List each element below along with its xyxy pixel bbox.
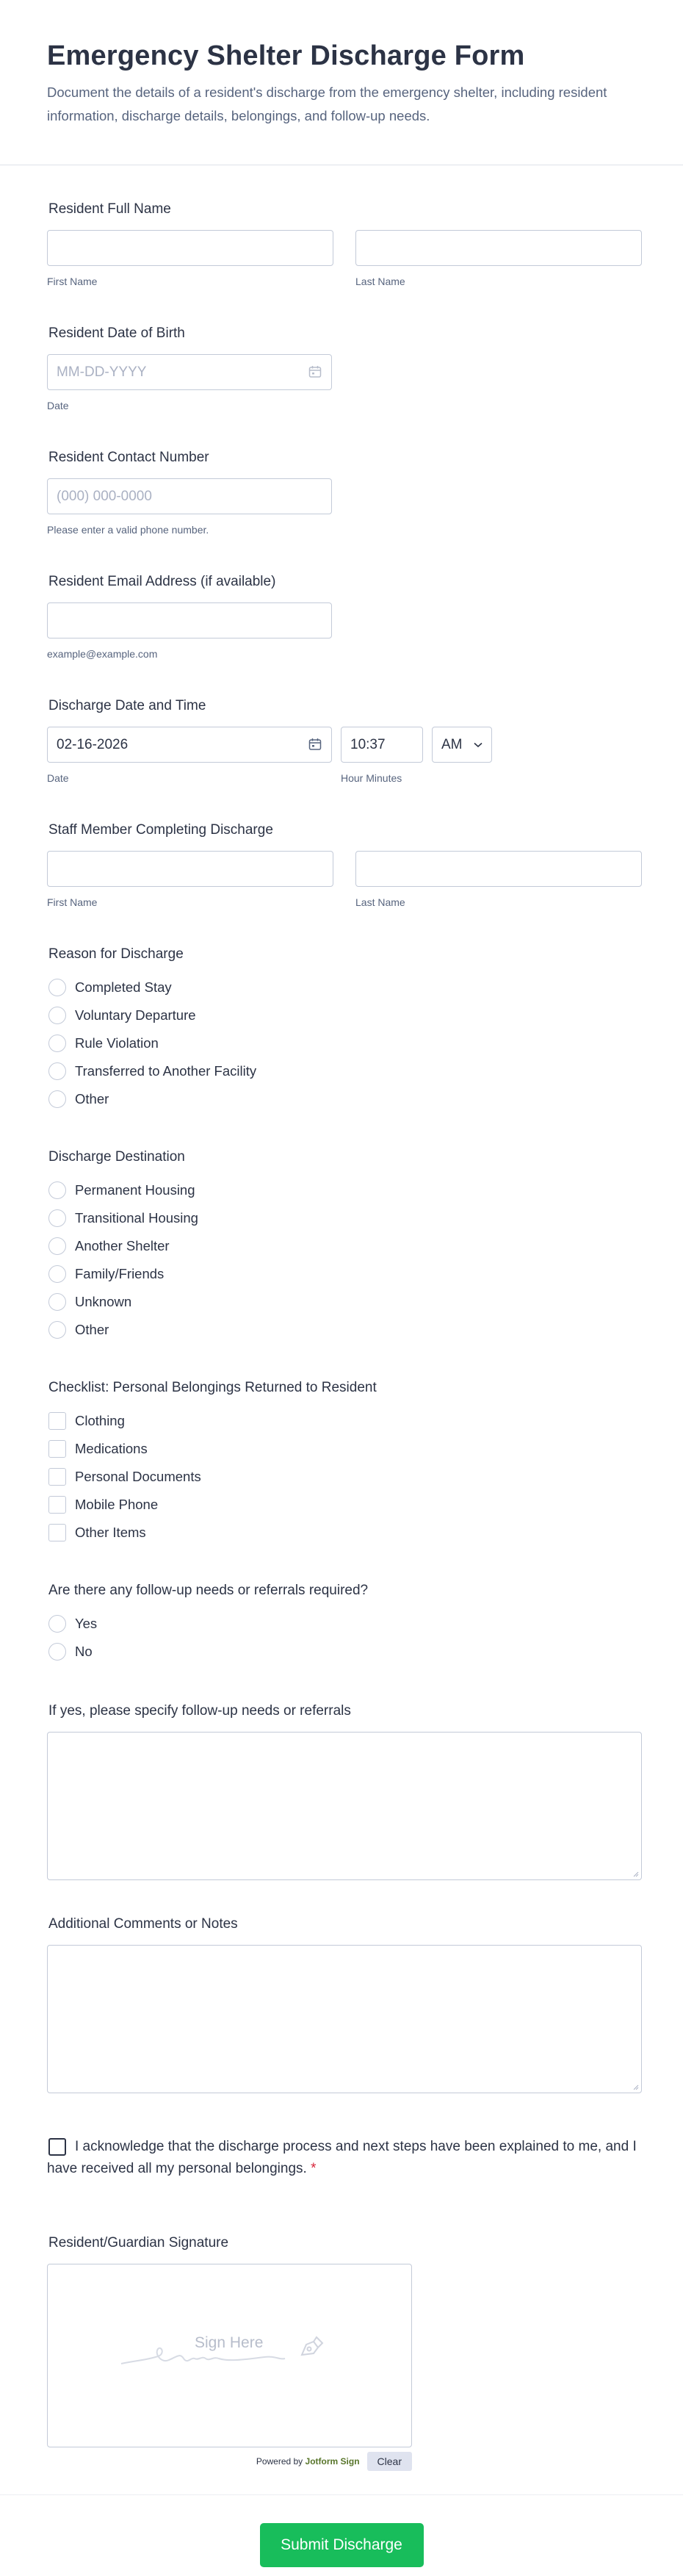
destination-option[interactable]	[47, 1316, 642, 1344]
destination-option-label: Other	[75, 1322, 109, 1337]
calendar-icon[interactable]	[308, 738, 322, 751]
followup-option[interactable]	[47, 1638, 642, 1666]
reason-option[interactable]	[47, 1029, 642, 1057]
belongings-option[interactable]	[47, 1491, 642, 1519]
acknowledgment-field[interactable]	[47, 2136, 642, 2180]
belongings-option-label: Clothing	[75, 1413, 125, 1428]
dob-field	[47, 325, 642, 412]
form-header	[0, 0, 683, 165]
clear-signature-button[interactable]: Clear	[367, 2452, 412, 2471]
pen-icon	[297, 2334, 324, 2361]
form-footer	[0, 2494, 683, 2567]
belongings-option[interactable]	[47, 1435, 642, 1463]
destination-option[interactable]	[47, 1232, 642, 1260]
dob-label: Resident Date of Birth	[48, 325, 185, 341]
dob-input[interactable]	[47, 354, 332, 390]
checkbox[interactable]	[48, 1440, 66, 1458]
form-body	[0, 201, 683, 2471]
email-sublabel: example@example.com	[47, 648, 158, 660]
reason-option-label: Voluntary Departure	[75, 1007, 196, 1023]
belongings-field	[47, 1379, 642, 1547]
destination-option-label: Another Shelter	[75, 1238, 170, 1253]
comments-field	[47, 1915, 642, 2093]
destination-option[interactable]	[47, 1288, 642, 1316]
discharge-datetime-label: Discharge Date and Time	[48, 698, 206, 713]
staff-first-name-input[interactable]	[47, 851, 333, 887]
resident-name-label: Resident Full Name	[48, 201, 171, 217]
resident-name-field	[47, 201, 642, 288]
required-mark: *	[311, 2161, 317, 2176]
destination-option-label: Unknown	[75, 1294, 132, 1309]
powered-by-label: Powered by	[256, 2456, 303, 2467]
followup-field	[47, 1582, 642, 1666]
destination-field	[47, 1148, 642, 1344]
staff-last-name-input[interactable]	[355, 851, 642, 887]
reason-option-label: Rule Violation	[75, 1035, 159, 1051]
reason-option-label: Completed Stay	[75, 979, 172, 995]
acknowledgment-text	[47, 2136, 642, 2180]
checkbox[interactable]	[48, 1412, 66, 1430]
belongings-option-label: Medications	[75, 1441, 148, 1456]
belongings-option-label: Personal Documents	[75, 1469, 201, 1484]
checkbox[interactable]	[48, 1496, 66, 1514]
radio-button[interactable]	[48, 1209, 66, 1227]
radio-button[interactable]	[48, 1090, 66, 1108]
discharge-date-sublabel: Date	[47, 772, 69, 784]
reason-option-label: Other	[75, 1091, 109, 1107]
belongings-option-label: Other Items	[75, 1525, 146, 1540]
radio-button[interactable]	[48, 1237, 66, 1255]
reason-label: Reason for Discharge	[48, 946, 184, 962]
followup-details-textarea[interactable]	[47, 1732, 642, 1880]
reason-option[interactable]	[47, 1085, 642, 1113]
calendar-icon[interactable]	[308, 365, 322, 378]
signature-label: Resident/Guardian Signature	[48, 2235, 229, 2251]
signature-placeholder: Sign Here	[195, 2334, 264, 2351]
contact-input[interactable]	[47, 478, 332, 514]
resident-last-name-sublabel: Last Name	[355, 276, 405, 287]
dob-placeholder: MM-DD-YYYY	[57, 364, 147, 380]
contact-label: Resident Contact Number	[48, 450, 209, 465]
resize-grip-icon[interactable]	[632, 2083, 639, 2090]
radio-button[interactable]	[48, 1181, 66, 1199]
destination-option[interactable]	[47, 1260, 642, 1288]
destination-option-label: Transitional Housing	[75, 1210, 198, 1226]
followup-option-label: No	[75, 1644, 93, 1659]
destination-option[interactable]	[47, 1176, 642, 1204]
radio-button[interactable]	[48, 1007, 66, 1024]
resident-first-name-sublabel: First Name	[47, 276, 98, 287]
followup-details-label: If yes, please specify follow-up needs or referrals	[48, 1703, 351, 1719]
radio-button[interactable]	[48, 1062, 66, 1080]
powered-by-text	[256, 2456, 360, 2467]
belongings-option-label: Mobile Phone	[75, 1497, 159, 1512]
staff-label: Staff Member Completing Discharge	[48, 822, 273, 838]
submit-button[interactable]: Submit Discharge	[260, 2523, 424, 2567]
form-title: Emergency Shelter Discharge Form	[47, 40, 525, 71]
radio-button[interactable]	[48, 1615, 66, 1633]
staff-first-name-sublabel: First Name	[47, 896, 98, 908]
comments-label: Additional Comments or Notes	[48, 1916, 238, 1932]
resident-first-name-input[interactable]	[47, 230, 333, 266]
signature-pad[interactable]	[47, 2264, 412, 2447]
radio-button[interactable]	[48, 1293, 66, 1311]
email-label: Resident Email Address (if available)	[48, 574, 276, 589]
staff-field	[47, 821, 642, 909]
chevron-down-icon	[474, 742, 483, 748]
discharge-datetime-field	[47, 697, 642, 785]
form-description: Document the details of a resident's discharge from the emergency shelter, including resident information, discharge details, belongings, and follow-up needs.	[47, 84, 607, 123]
belongings-option[interactable]	[47, 1463, 642, 1491]
radio-button[interactable]	[48, 1321, 66, 1339]
discharge-time-sublabel: Hour Minutes	[341, 772, 402, 784]
reason-option-label: Transferred to Another Facility	[75, 1063, 257, 1079]
followup-option-label: Yes	[75, 1616, 98, 1631]
followup-details-field	[47, 1702, 642, 1880]
destination-option-label: Family/Friends	[75, 1266, 165, 1281]
staff-last-name-sublabel: Last Name	[355, 896, 405, 908]
discharge-date-input[interactable]: 02-16-2026	[47, 727, 332, 763]
reason-option[interactable]	[47, 1001, 642, 1029]
destination-option-label: Permanent Housing	[75, 1182, 195, 1198]
contact-placeholder: (000) 000-0000	[57, 488, 152, 504]
email-field	[47, 573, 642, 661]
dob-sublabel: Date	[47, 400, 69, 411]
reason-option[interactable]	[47, 974, 642, 1001]
destination-label: Discharge Destination	[48, 1149, 185, 1165]
destination-option[interactable]	[47, 1204, 642, 1232]
reason-option[interactable]	[47, 1057, 642, 1085]
acknowledgment-label: I acknowledge that the discharge process and next steps have been explained to me, and I have received all my personal belongings.	[47, 2139, 637, 2176]
contact-sublabel: Please enter a valid phone number.	[47, 524, 209, 536]
resize-grip-icon[interactable]	[632, 1870, 639, 1877]
discharge-time-input[interactable]: 10:37	[341, 727, 423, 763]
resident-last-name-input[interactable]	[355, 230, 642, 266]
ampm-select[interactable]	[432, 727, 492, 763]
contact-field	[47, 449, 642, 536]
followup-option[interactable]	[47, 1610, 642, 1638]
checkbox[interactable]	[48, 1468, 66, 1486]
signature-footer	[47, 2452, 412, 2471]
checkbox[interactable]	[48, 1524, 66, 1541]
radio-button[interactable]	[48, 1643, 66, 1661]
belongings-option[interactable]	[47, 1407, 642, 1435]
jotform-sign-brand[interactable]: Jotform Sign	[305, 2456, 360, 2467]
followup-label: Are there any follow-up needs or referrals required?	[48, 1583, 369, 1598]
radio-button[interactable]	[48, 1265, 66, 1283]
ampm-value: AM	[441, 736, 463, 752]
email-input[interactable]	[47, 602, 332, 638]
belongings-label: Checklist: Personal Belongings Returned to Resident	[48, 1380, 377, 1395]
signature-field	[47, 2234, 642, 2471]
radio-button[interactable]	[48, 979, 66, 996]
belongings-option[interactable]	[47, 1519, 642, 1547]
comments-textarea[interactable]	[47, 1945, 642, 2093]
radio-button[interactable]	[48, 1035, 66, 1052]
reason-field	[47, 946, 642, 1113]
